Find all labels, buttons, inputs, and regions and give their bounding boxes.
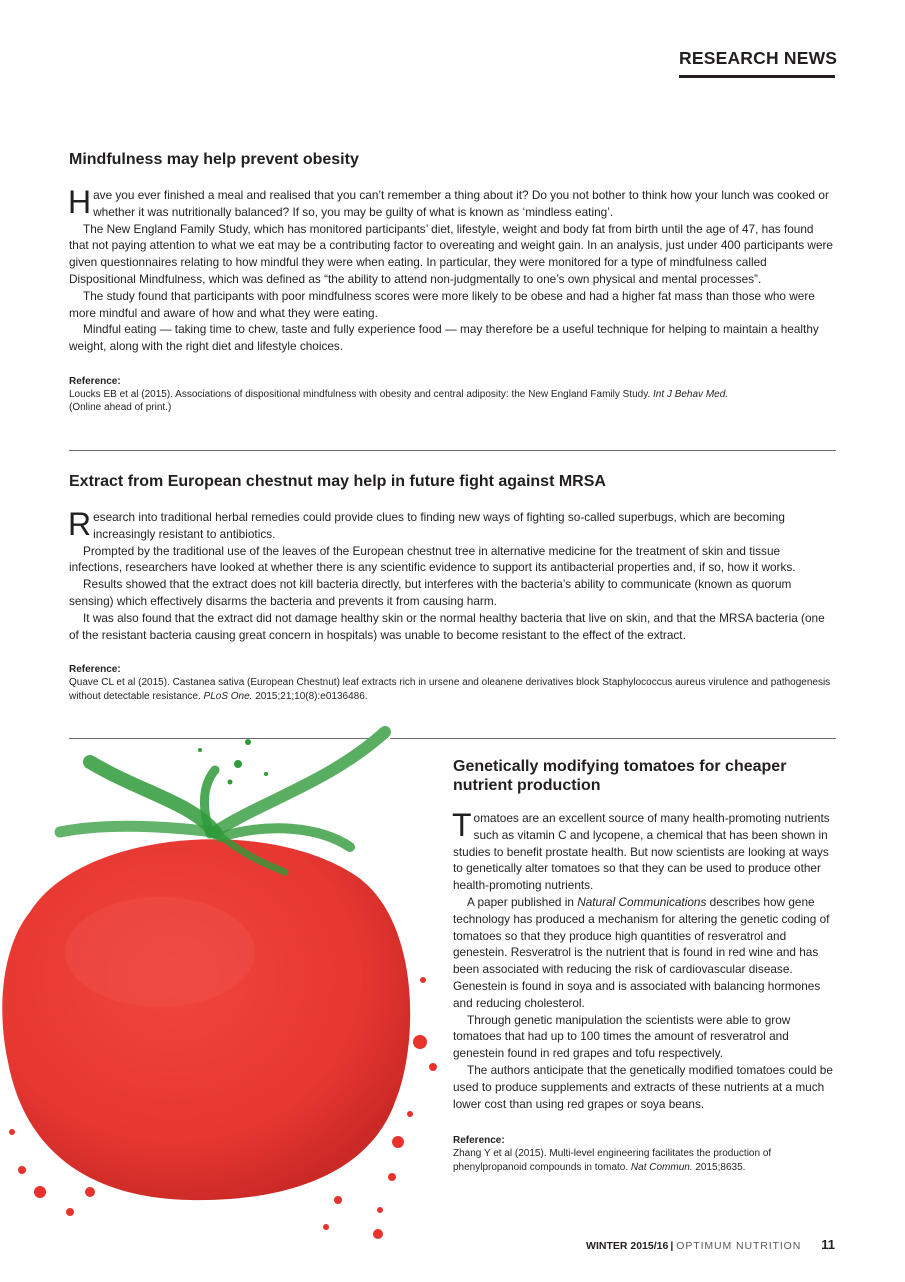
paragraph-text: A paper published in [467, 894, 574, 909]
article-paragraph [452, 807, 835, 894]
reference-label: Reference: [453, 1135, 505, 1147]
reference-text [69, 388, 836, 415]
section-title: RESEARCH NEWS [679, 48, 838, 68]
article-paragraph [68, 184, 836, 221]
article-title: Extract from European chestnut may help in future fight against MRSA [69, 473, 606, 490]
drop-cap: H [68, 184, 92, 220]
article-paragraph [68, 506, 836, 543]
section-title-underline [679, 75, 835, 78]
reference-note: (Online ahead of print.) [69, 402, 172, 414]
drop-cap: R [68, 506, 92, 542]
article-chestnut [69, 472, 836, 703]
reference-citation: Zhang Y et al (2015). Multi-level engineering facilitates the production of phenylpropanoid compounds in tomato. [453, 1148, 772, 1173]
article-paragraph: Results showed that the extract does not kill bacteria directly, but interferes with the bacteria’s ability to communicate (known as quorum sensing) which effectively disarms the bacteria and prevents it from causing harm. [69, 577, 792, 608]
reference-text [453, 1147, 835, 1174]
article-paragraph: The study found that participants with poor mindfulness scores were more likely to be obese and had a higher fat mass than those who were more mindful and aware of how and what they were eating. [69, 288, 815, 320]
page-number: 11 [821, 1237, 835, 1252]
article-mindfulness [69, 150, 836, 415]
tomato-body [2, 839, 410, 1200]
article-title: Genetically modifying tomatoes for cheaper nutrient production [453, 758, 787, 794]
reference-citation: Quave CL et al (2015). Castanea sativa (European Chestnut) leaf extracts rich in ursene and oleanene derivatives block Staphylococcus aureus virulence and pathogenesis without detectable resistance. [69, 677, 831, 702]
section-divider [69, 450, 836, 451]
reference-citation: Loucks EB et al (2015). Associations of dispositional mindfulness with obesity and central adiposity: the New England Family Study. [69, 388, 651, 400]
journal-name: Natural Communications [577, 894, 707, 909]
tomato-illustration [0, 722, 445, 1282]
article-paragraph: Mindful eating — taking time to chew, taste and fully experience food — may therefore be a useful technique for helping to maintain a healthy weight, along with the right diet and lifestyle choices. [69, 322, 819, 354]
footer-separator: | [670, 1240, 674, 1252]
section-divider-right [390, 738, 836, 739]
reference-journal: Int J Behav Med. [653, 388, 729, 400]
article-paragraph: The New England Family Study, which has monitored participants’ diet, lifestyle, weight and body fat from birth until the age of 47, has found that not paying attention to what we eat may be a contributing factor to overeating and weight gain. In an analysis, just under 400 participants were given questionnaires relating to how mindful they were when eating. In particular, they were monitored for a type of mindfulness called Dispositional Mindfulness, which was defined as “the ability to attend non-judgmentally to one’s own physical and mental processes”. [69, 221, 833, 286]
page-footer [586, 1237, 835, 1252]
reference-journal: Nat Commun. [630, 1161, 693, 1173]
reference-block [69, 375, 836, 415]
reference-note: 2015;21;10(8):e0136486. [255, 690, 368, 702]
reference-label: Reference: [69, 664, 121, 676]
reference-label: Reference: [69, 375, 121, 387]
section-header [679, 48, 838, 78]
reference-block [69, 663, 836, 703]
article-paragraph: Prompted by the traditional use of the leaves of the European chestnut tree in alternative medicine for the treatment of skin and tissue infections, researchers have looked at whether there is any scientific evidence to support its antibacterial properties and, if so, how it works. [69, 543, 796, 575]
paragraph-text: describes how gene technology has produced a mechanism for altering the genetic coding of tomatoes so that they produce high quantities of resveratrol and genestein. Resveratrol is the nutrient that is found in red wine and has been associated with reducing the risk of cardiovascular disease. Genestein is found in soya and is associated with balancing hormones and reducing cholesterol. [453, 894, 830, 1010]
paragraph-text: ave you ever finished a meal and realised that you can’t remember a thing about it? Do you not bother to think how your lunch was cooked or whether it was nutritionally balanced? If so, you may be guilty of what is known as ‘mindless eating’. [93, 188, 829, 219]
issue-label: WINTER 2015/16 [586, 1240, 669, 1252]
article-tomatoes [453, 757, 835, 1174]
article-paragraph: It was also found that the extract did not damage healthy skin or the normal healthy bacteria that live on skin, and that the MRSA bacteria (one of the resistant bacteria causing great concern in hospitals) was unable to become resistant to the effect of the extract. [69, 610, 825, 642]
tomato-highlight [65, 897, 255, 1007]
magazine-name: OPTIMUM NUTRITION [676, 1240, 802, 1252]
article-paragraph: Through genetic manipulation the scientists were able to grow tomatoes that had up to 100 times the amount of resveratrol and genestein found in red grapes and tofu respectively. [453, 1012, 791, 1061]
reference-text [69, 676, 836, 703]
reference-journal: PLoS One. [203, 690, 253, 702]
reference-note: 2015;8635. [695, 1161, 746, 1173]
article-title: Mindfulness may help prevent obesity [69, 151, 359, 168]
paragraph-text: omatoes are an excellent source of many health-promoting nutrients such as vitamin C and lycopene, a chemical that has been shown in studies to benefit prostate health. But now scientists are looking at ways to genetically alter tomatoes so that they can be used to produce other health-promoting nutrients. [453, 811, 830, 893]
article-paragraph: The authors anticipate that the genetically modified tomatoes could be used to produce supplements and extracts of these nutrients at a much lower cost than using red grapes or soya beans. [453, 1062, 833, 1111]
paragraph-text: esearch into traditional herbal remedies could provide clues to finding new ways of fighting so-called superbugs, which are becoming increasingly resistant to antibiotics. [93, 510, 785, 541]
drop-cap: T [452, 807, 472, 843]
article-paragraph [453, 894, 835, 1012]
reference-block [453, 1134, 835, 1174]
